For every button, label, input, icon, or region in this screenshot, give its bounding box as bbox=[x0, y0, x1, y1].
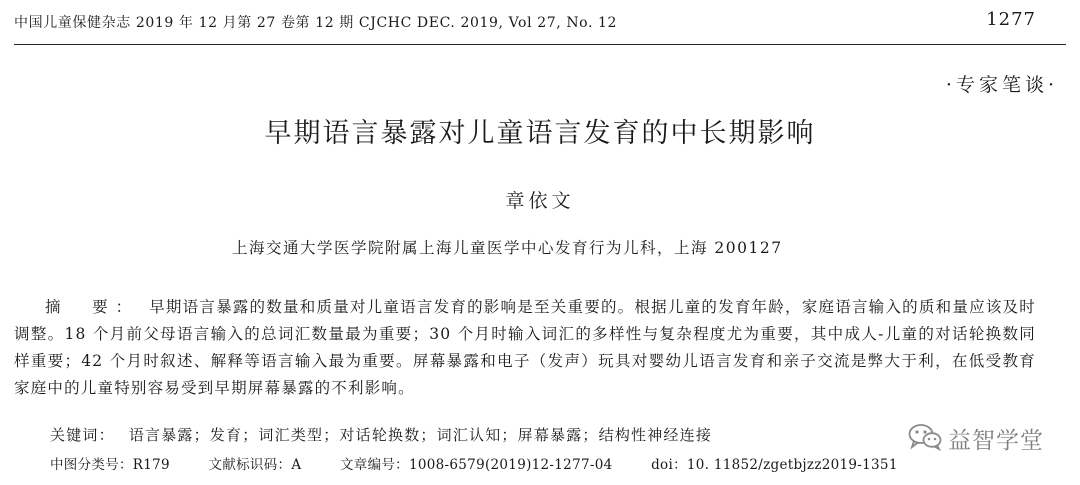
abstract-label: 摘 要： bbox=[45, 298, 140, 316]
section-tag: ·专家笔谈· bbox=[945, 74, 1058, 96]
wechat-icon bbox=[908, 423, 942, 455]
document-code: 文献标识码：A bbox=[208, 457, 302, 473]
keywords bbox=[50, 424, 712, 445]
article-number: 文章编号：1008-6579(2019)12-1277-04 bbox=[339, 457, 613, 473]
keywords-label: 关键词： bbox=[50, 426, 115, 444]
page-number: 1277 bbox=[986, 9, 1036, 30]
clc-number: 中图分类号：R179 bbox=[50, 457, 170, 473]
doi: doi：10. 11852/zgetbjzz2019-1351 bbox=[651, 457, 898, 473]
watermark-text: 益智学堂 bbox=[948, 428, 1044, 454]
article-title: 早期语言暴露对儿童语言发育的中长期影响 bbox=[264, 118, 816, 149]
abstract-text: 早期语言暴露的数量和质量对儿童语言发育的影响是至关重要的。根据儿童的发育年龄，家庭语言输入的质和量应该及时调整。18 个月前父母语言输入的总词汇数量最为重要；30 个月时输入词汇的多样性与复杂程度尤为重要，其中成人-儿童的对话轮换数同样重要；42 个月时叙述、解释等语言输入最为重要。屏幕暴露和电子（发声）玩具对婴幼儿语言发育和亲子交流是弊大于利，在低受教育家庭中的儿童特别容易受到早期屏幕暴露的不利影响。 bbox=[14, 298, 1036, 397]
abstract bbox=[14, 294, 1036, 402]
running-header bbox=[14, 0, 1066, 45]
watermark bbox=[908, 422, 1044, 455]
journal-info: 中国儿童保健杂志 2019 年 12 月第 27 卷第 12 期 CJCHC DEC. 2019, Vol 27, No. 12 bbox=[14, 15, 618, 31]
author-name: 章依文 bbox=[505, 190, 575, 212]
author-affiliation: 上海交通大学医学院附属上海儿童医学中心发育行为儿科，上海 200127 bbox=[232, 239, 783, 257]
keywords-text: 语言暴露；发育；词汇类型；对话轮换数；词汇认知；屏幕暴露；结构性神经连接 bbox=[128, 426, 713, 444]
classification-line bbox=[50, 453, 898, 473]
